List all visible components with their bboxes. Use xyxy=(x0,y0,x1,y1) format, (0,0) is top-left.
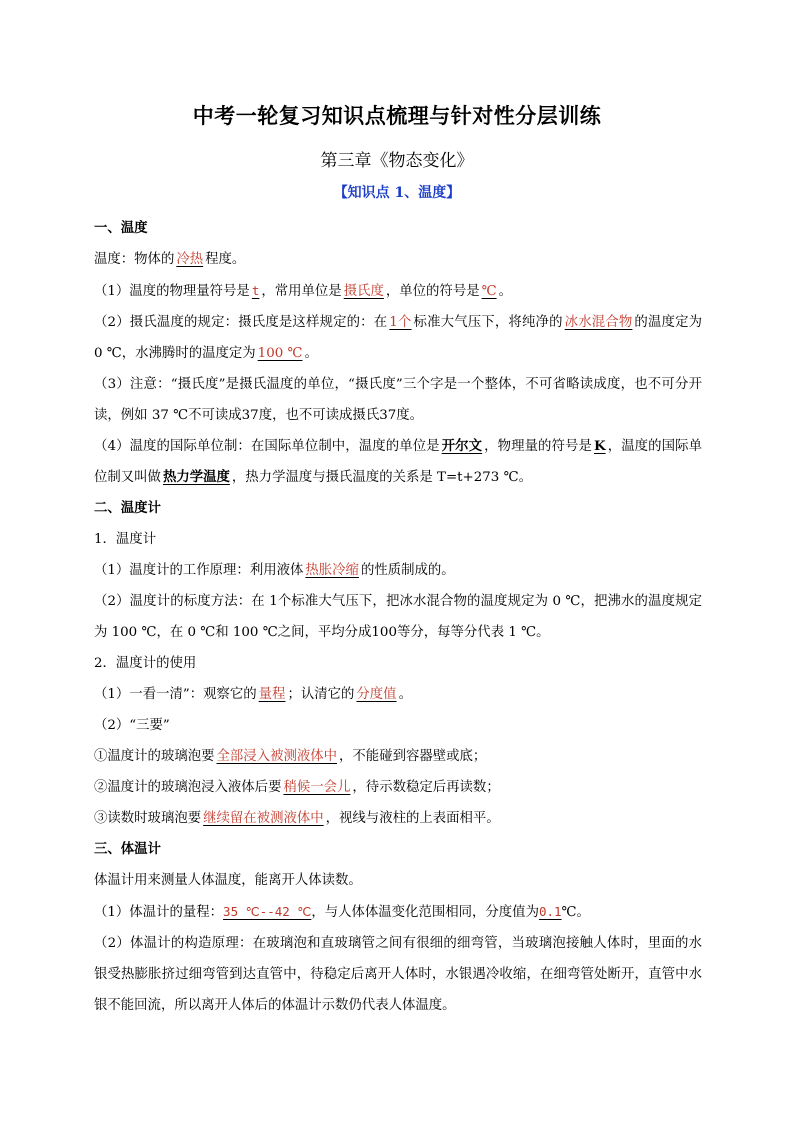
subsection-thermometer-use: 2．温度计的使用 xyxy=(94,656,197,671)
clinical-intro: 体温计用来测量人体温度，能离开人体读数。 xyxy=(94,873,362,888)
answer-blank: 摄氏度 xyxy=(343,284,384,299)
text: （1）体温计的量程： xyxy=(94,905,224,920)
answer-blank: 热胀冷缩 xyxy=(305,563,359,578)
point-2-celsius-definition xyxy=(94,307,702,369)
text: ，温度的国际单位制又叫做 xyxy=(94,439,703,485)
point-3-note: （3）注意：“摄氏度”是摄氏温度的单位，“摄氏度”三个字是一个整体，不可省略读成度，也不可分开读，例如 37 ℃不可读成37度，也不可读成摄氏37度。 xyxy=(94,377,702,423)
thermometer-principle xyxy=(94,555,702,586)
answer-blank: 量程 xyxy=(258,687,286,702)
text: 的温度定为 0 ℃，水沸腾时的温度定为 xyxy=(94,315,703,361)
clinical-construction: （2）体温计的构造原理：在玻璃泡和直玻璃管之间有很细的细弯管，当玻璃泡接触人体时，里面的水银受热膨胀挤过细弯管到达直管中，待稳定后离开人体时，水银遇冷收缩，在细弯管处断开，直管中水银不能回流，所以离开人体后的体温计示数仍代表人体温度。 xyxy=(94,936,702,1013)
text: （1）温度计的工作原理：利用液体 xyxy=(94,563,304,578)
answer-blank: 1个 xyxy=(389,315,412,330)
page-title: 中考一轮复习知识点梳理与针对性分层训练 xyxy=(192,103,602,128)
text: ，视线与液柱的上表面相平。 xyxy=(325,811,500,826)
rule-2 xyxy=(94,772,702,803)
answer-blank: 100 ℃ xyxy=(257,346,303,361)
section-heading-clinical-thermometer: 三、体温计 xyxy=(94,841,161,857)
text: ℃。 xyxy=(561,905,590,920)
answer-blank: 稍候一会儿 xyxy=(283,780,351,795)
chapter-subtitle: 第三章《物态变化》 xyxy=(320,151,474,171)
text: （1）温度的物理量符号是 xyxy=(94,284,250,299)
answer-blank: ℃ xyxy=(481,284,497,299)
section-heading-temperature: 一、温度 xyxy=(94,220,148,236)
text: ，物理量的符号是 xyxy=(484,439,592,454)
text: ，与人体体温变化范围相同，分度值为 xyxy=(311,905,539,920)
text: 。 xyxy=(498,284,512,299)
answer-blank: 冰水混合物 xyxy=(564,315,633,330)
document-body xyxy=(94,213,702,1021)
section-heading-thermometer: 二、温度计 xyxy=(94,500,161,516)
text: 的性质制成的。 xyxy=(360,563,455,578)
text: 程度。 xyxy=(205,252,246,267)
answer-blank: 全部浸入被测液体中 xyxy=(216,749,338,764)
answer-blank: 0.1 xyxy=(538,904,562,919)
answer-blank: 35 ℃--42 ℃ xyxy=(223,904,312,919)
answer-blank: 分度值 xyxy=(356,687,397,702)
answer-blank: 冷热 xyxy=(176,252,204,267)
text: ③读数时玻璃泡要 xyxy=(94,811,202,826)
text: 。 xyxy=(398,687,412,702)
text: ①温度计的玻璃泡要 xyxy=(94,749,215,764)
text: ，单位的符号是 xyxy=(385,284,480,299)
text: 温度：物体的 xyxy=(94,252,175,267)
text: 标准大气压下，将纯净的 xyxy=(413,315,563,330)
answer-blank: K xyxy=(593,438,606,454)
temperature-definition xyxy=(94,244,702,275)
use-three-musts: （2）“三要” xyxy=(94,718,170,733)
answer-blank: t xyxy=(251,283,260,298)
text: ，常用单位是 xyxy=(261,284,342,299)
rule-1 xyxy=(94,741,702,772)
answer-blank: 热力学温度 xyxy=(162,469,230,485)
subsection-thermometer: 1．温度计 xyxy=(94,532,157,547)
knowledge-point-heading: 【知识点 1、温度】 xyxy=(333,185,461,201)
answer-blank: 继续留在被测液体中 xyxy=(203,811,324,826)
thermometer-scale-method: （2）温度计的标度方法：在 1个标准大气压下，把冰水混合物的温度规定为 0 ℃，把沸水的温度规定为 100 ℃，在 0 ℃和 100 ℃之间，平均分成100等分，每等分代表 1 ℃。 xyxy=(94,594,702,640)
point-4-si-unit xyxy=(94,431,702,493)
text: （4）温度的国际单位制：在国际单位制中，温度的单位是 xyxy=(94,439,440,454)
clinical-range xyxy=(94,896,702,928)
text: ，待示数稳定后再读数； xyxy=(352,780,500,795)
text: （1）一看一清”：观察它的 xyxy=(94,687,257,702)
text: ，热力学温度与摄氏温度的关系是 T=t+273 ℃。 xyxy=(231,470,532,485)
text: （2）摄氏温度的规定：摄氏度是这样规定的：在 xyxy=(94,315,388,330)
answer-blank: 开尔文 xyxy=(441,438,483,454)
text: ；认清它的 xyxy=(287,687,355,702)
text: ，不能碰到容器壁或底； xyxy=(339,749,487,764)
text: ②温度计的玻璃泡浸入液体后要 xyxy=(94,780,282,795)
text: 。 xyxy=(304,346,318,361)
rule-3 xyxy=(94,803,702,834)
point-1-symbol-unit xyxy=(94,275,702,307)
use-observe xyxy=(94,679,702,710)
